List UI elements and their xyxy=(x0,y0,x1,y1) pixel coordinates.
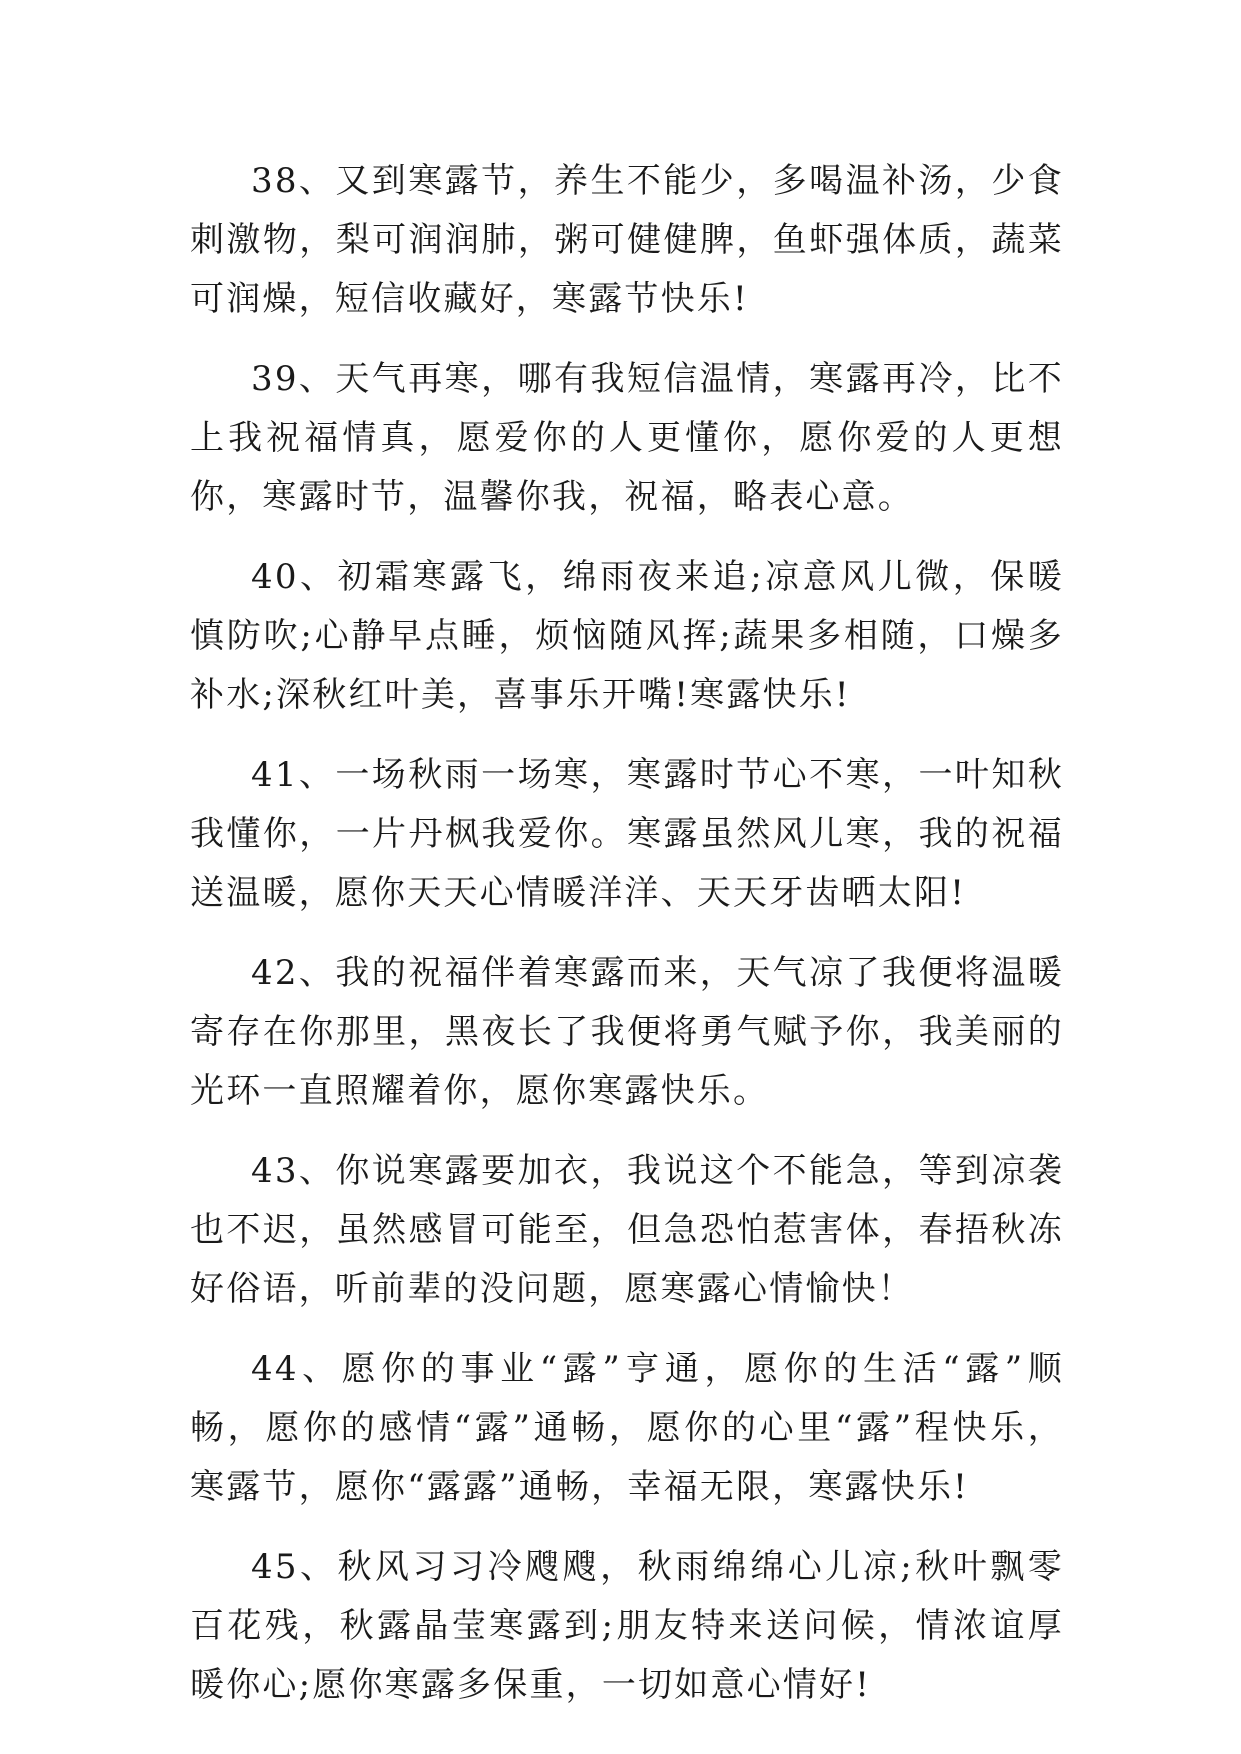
paragraph-41: 41、一场秋雨一场寒，寒露时节心不寒，一叶知秋我懂你，一片丹枫我爱你。寒露虽然风儿寒，我的祝福送温暖，愿你天天心情暖洋洋、天天牙齿晒太阳! xyxy=(190,755,1064,913)
paragraph-39: 39、天气再寒，哪有我短信温情，寒露再冷，比不上我祝福情真，愿爱你的人更懂你，愿你爱的人更想你，寒露时节，温馨你我，祝福，略表心意。 xyxy=(190,359,1064,517)
paragraph-45: 45、秋风习习冷飕飕，秋雨绵绵心儿凉;秋叶飘零百花残，秋露晶莹寒露到;朋友特来送问候，情浓谊厚暖你心;愿你寒露多保重，一切如意心情好! xyxy=(190,1547,1064,1705)
document-body xyxy=(190,152,1064,1736)
paragraph-43: 43、你说寒露要加衣，我说这个不能急，等到凉袭也不迟，虽然感冒可能至，但急恐怕惹害体，春捂秋冻好俗语，听前辈的没问题，愿寒露心情愉快！ xyxy=(190,1151,1064,1309)
paragraph-40: 40、初霜寒露飞，绵雨夜来追;凉意风儿微，保暖慎防吹;心静早点睡，烦恼随风挥;蔬果多相随，口燥多补水;深秋红叶美，喜事乐开嘴!寒露快乐! xyxy=(190,557,1064,715)
paragraph-44: 44、愿你的事业“露”亨通，愿你的生活“露”顺畅，愿你的感情“露”通畅，愿你的心里“露”程快乐，寒露节，愿你“露露”通畅，幸福无限，寒露快乐! xyxy=(190,1349,1064,1507)
paragraph-38: 38、又到寒露节，养生不能少，多喝温补汤，少食刺激物，梨可润润肺，粥可健健脾，鱼虾强体质，蔬菜可润燥，短信收藏好，寒露节快乐! xyxy=(190,161,1064,319)
paragraph-42: 42、我的祝福伴着寒露而来，天气凉了我便将温暖寄存在你那里，黑夜长了我便将勇气赋予你，我美丽的光环一直照耀着你，愿你寒露快乐。 xyxy=(190,953,1064,1111)
